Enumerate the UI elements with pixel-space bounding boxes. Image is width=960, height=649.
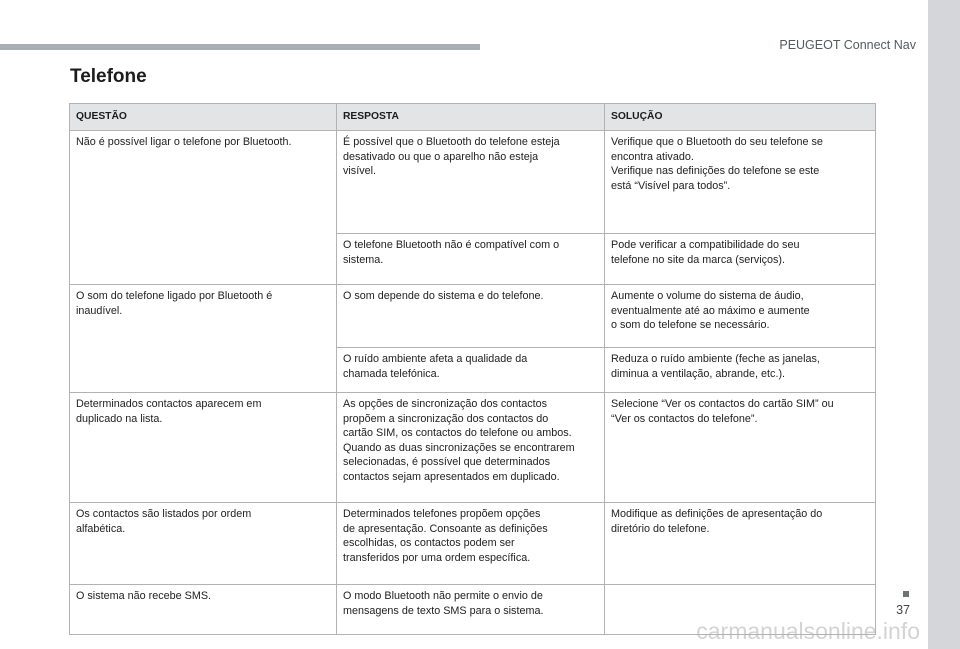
solution-cell xyxy=(605,503,876,585)
response-line: O ruído ambiente afeta a qualidade da xyxy=(343,353,528,365)
solution-line: Verifique que o Bluetooth do seu telefone se xyxy=(611,136,823,148)
solution-line: Selecione “Ver os contactos do cartão SIM” ou xyxy=(611,398,834,410)
solution-line: eventualmente até ao máximo e aumente xyxy=(611,304,810,317)
question-cell xyxy=(70,503,337,585)
table-row xyxy=(70,285,876,348)
solution-cell xyxy=(605,585,876,635)
question-line: duplicado na lista. xyxy=(76,412,163,425)
question-line: O som do telefone ligado por Bluetooth é xyxy=(76,290,273,302)
question-line: Determinados contactos aparecem em xyxy=(76,398,262,410)
solution-line: está “Visível para todos”. xyxy=(611,179,731,192)
solution-line: o som do telefone se necessário. xyxy=(611,319,770,331)
solution-cell xyxy=(605,285,876,348)
question-text: Não é possível ligar o telefone por Bluetooth. xyxy=(76,136,292,148)
column-header-solution: SOLUÇÃO xyxy=(605,104,876,131)
question-cell-continued xyxy=(70,348,337,393)
response-line: contactos sejam apresentados em duplicado. xyxy=(343,470,560,483)
solution-line: encontra ativado. xyxy=(611,150,694,163)
solution-line: diretório do telefone. xyxy=(611,522,710,535)
question-line: Os contactos são listados por ordem xyxy=(76,508,252,520)
solution-line: telefone no site da marca (serviços). xyxy=(611,253,786,266)
table-row xyxy=(70,131,876,234)
response-line: escolhidas, os contactos podem ser xyxy=(343,537,515,549)
question-cell-continued xyxy=(70,234,337,285)
response-line: O som depende do sistema e do telefone. xyxy=(343,290,544,302)
question-cell xyxy=(70,393,337,503)
page-marker-square xyxy=(903,591,909,597)
solution-line: Pode verificar a compatibilidade do seu xyxy=(611,239,800,251)
troubleshooting-table xyxy=(69,103,876,635)
response-cell xyxy=(337,234,605,285)
page-title: Telefone xyxy=(70,66,147,87)
response-cell xyxy=(337,503,605,585)
solution-line: Reduza o ruído ambiente (feche as janelas, xyxy=(611,353,820,365)
response-line: As opções de sincronização dos contactos xyxy=(343,398,548,410)
response-cell xyxy=(337,585,605,635)
table-row xyxy=(70,585,876,635)
question-line: inaudível. xyxy=(76,304,123,317)
response-cell xyxy=(337,393,605,503)
solution-cell xyxy=(605,348,876,393)
response-line: O modo Bluetooth não permite o envio de xyxy=(343,590,543,602)
question-cell xyxy=(70,285,337,348)
watermark: carmanualsonline.info xyxy=(696,618,920,644)
column-header-question: QUESTÃO xyxy=(70,104,337,131)
response-line: chamada telefónica. xyxy=(343,367,440,380)
response-line: sistema. xyxy=(343,253,384,266)
question-text: O sistema não recebe SMS. xyxy=(76,590,212,602)
response-cell xyxy=(337,285,605,348)
response-line: desativado ou que o aparelho não esteja xyxy=(343,150,539,163)
table-row xyxy=(70,393,876,503)
page-side-strip xyxy=(928,0,960,649)
response-cell xyxy=(337,348,605,393)
response-line: propõem a sincronização dos contactos do xyxy=(343,412,549,425)
response-line: transferidos por uma ordem específica. xyxy=(343,551,531,564)
response-cell xyxy=(337,131,605,234)
response-line: cartão SIM, os contactos do telefone ou ambos. xyxy=(343,427,572,439)
solution-line: Aumente o volume do sistema de áudio, xyxy=(611,290,804,302)
question-line: alfabética. xyxy=(76,522,126,535)
solution-cell xyxy=(605,131,876,234)
table-row xyxy=(70,234,876,285)
solution-cell xyxy=(605,234,876,285)
solution-cell xyxy=(605,393,876,503)
solution-line: Modifique as definições de apresentação do xyxy=(611,508,823,520)
response-line: de apresentação. Consoante as definições xyxy=(343,522,548,535)
response-line: selecionadas, é possível que determinados xyxy=(343,456,551,468)
question-cell xyxy=(70,585,337,635)
table-row xyxy=(70,503,876,585)
column-header-response: RESPOSTA xyxy=(337,104,605,131)
table-header-row xyxy=(70,104,876,131)
header-bar xyxy=(0,44,480,50)
question-cell xyxy=(70,131,337,234)
solution-line: “Ver os contactos do telefone”. xyxy=(611,412,758,425)
page-number: 37 xyxy=(896,603,910,617)
response-line: Determinados telefones propõem opções xyxy=(343,508,541,520)
table-row xyxy=(70,348,876,393)
brand-label: PEUGEOT Connect Nav xyxy=(779,38,916,52)
response-line: É possível que o Bluetooth do telefone esteja xyxy=(343,136,560,148)
response-line: O telefone Bluetooth não é compatível com o xyxy=(343,239,560,251)
solution-line: Verifique nas definições do telefone se este xyxy=(611,165,820,177)
response-line: Quando as duas sincronizações se encontrarem xyxy=(343,441,575,454)
response-line: mensagens de texto SMS para o sistema. xyxy=(343,604,544,617)
solution-line: diminua a ventilação, abrande, etc.). xyxy=(611,367,786,380)
response-line: visível. xyxy=(343,165,376,177)
